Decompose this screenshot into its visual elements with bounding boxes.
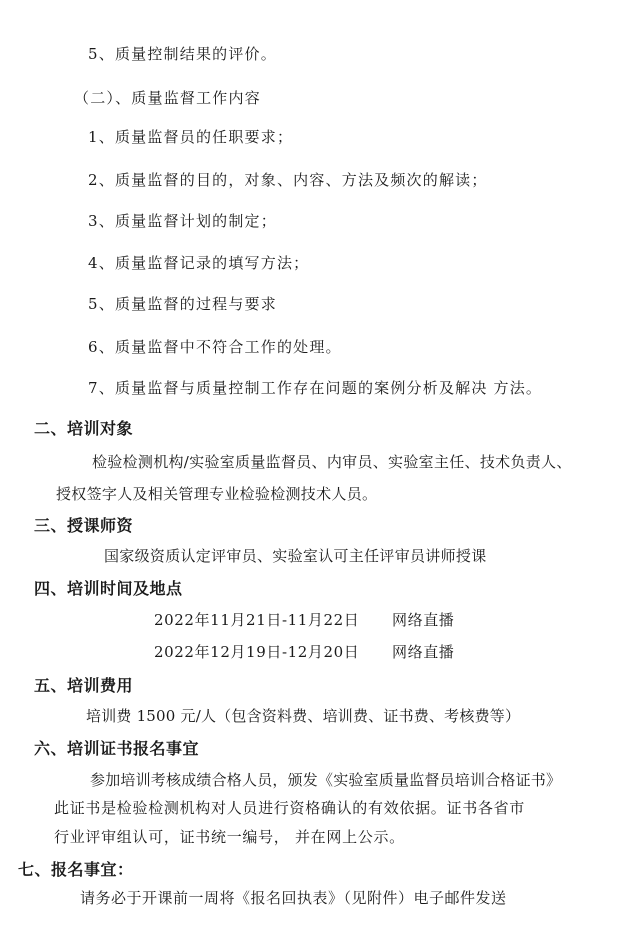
certificate-line-3: 行业评审组认可，证书统一编号， 并在网上公示。 [54,828,405,846]
supervision-item-1: 1、质量监督员的任职要求； [88,128,294,146]
training-targets-heading: 二、培训对象 [34,419,134,438]
registration-text: 请务必于开课前一周将《报名回执表》（见附件）电子邮件发送 [80,889,507,907]
schedule-date: 2022年12月19日-12月20日 [154,643,360,661]
certificate-heading: 六、培训证书报名事宜 [34,739,200,758]
schedule-mode: 网络直播 [392,611,455,629]
fees-text: 培训费 1500 元/人（包含资料费、培训费、证书费、考核费等） [86,707,521,725]
certificate-line-1: 参加培训考核成绩合格人员，颁发《实验室质量监督员培训合格证书》 [90,771,562,789]
certificate-line-2: 此证书是检验检测机构对人员进行资格确认的有效依据。证书各省市 [54,799,526,817]
supervision-section-title: （二）、质量监督工作内容 [74,89,261,107]
quality-control-item-5: 5、质量控制结果的评价。 [88,45,277,63]
supervision-item-2: 2、质量监督的目的，对象、内容、方法及频次的解读； [88,171,488,189]
training-targets-line-1: 检验检测机构/实验室质量监督员、内审员、实验室主任、技术负责人、 [92,453,572,471]
supervision-item-5: 5、质量监督的过程与要求 [88,295,277,313]
teachers-text: 国家级资质认定评审员、实验室认可主任评审员讲师授课 [104,547,487,565]
teachers-heading: 三、授课师资 [34,516,134,535]
training-targets-line-2: 授权签字人及相关管理专业检验检测技术人员。 [56,485,378,503]
supervision-item-3: 3、质量监督计划的制定； [88,212,277,230]
fees-heading: 五、培训费用 [34,676,134,695]
supervision-item-4: 4、质量监督记录的填写方法； [88,254,310,272]
schedule-mode: 网络直播 [392,643,455,661]
registration-heading: 七、报名事宜： [18,860,134,879]
supervision-item-6: 6、质量监督中不符合工作的处理。 [88,338,342,356]
supervision-item-7: 7、质量监督与质量控制工作存在问题的案例分析及解决 方法。 [88,379,543,397]
schedule-heading: 四、培训时间及地点 [34,579,183,598]
schedule-date: 2022年11月21日-11月22日 [154,611,360,629]
